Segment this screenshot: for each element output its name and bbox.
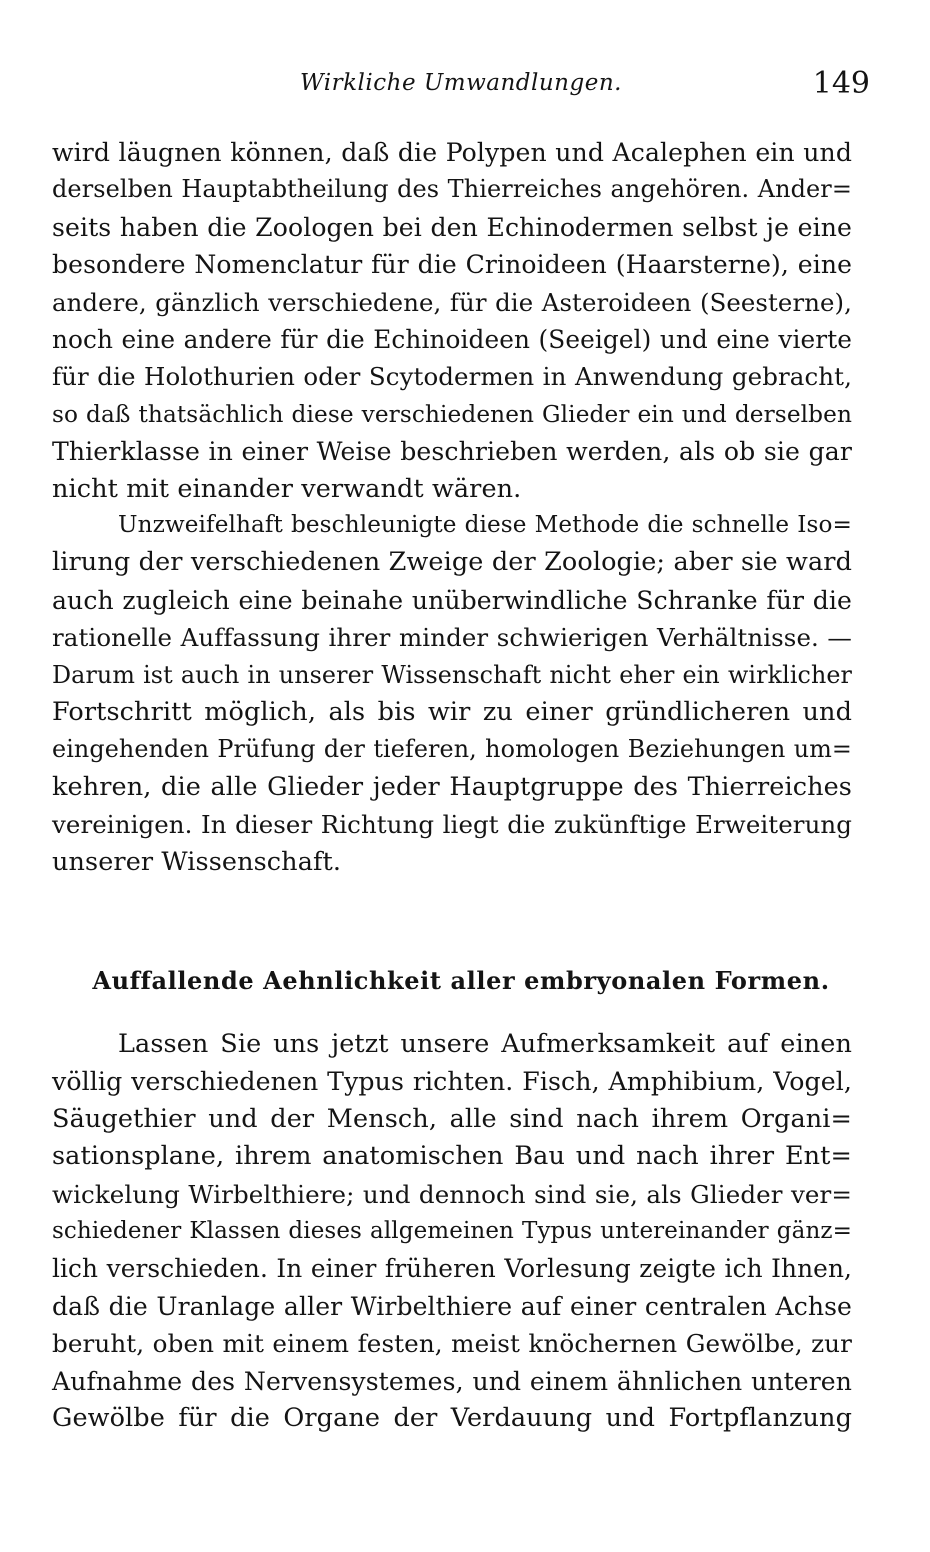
paragraph-continuation: [52, 134, 852, 508]
text-line: nicht mit einander verwandt wären.: [52, 473, 522, 504]
text-line: sationsplane, ihrem anatomischen Bau und nach ihrer Ent=: [52, 1141, 852, 1172]
page-header: [52, 66, 870, 114]
text-line: Fortschritt möglich, als bis wir zu einer gründlicheren und: [52, 697, 852, 728]
text-line: Gewölbe für die Organe der Verdauung und Fortpflanzung: [52, 1403, 852, 1434]
text-line: andere, gänzlich verschiedene, für die Asteroideen (Seesterne),: [52, 287, 852, 317]
page-number: 149: [812, 66, 870, 101]
text-line: unserer Wissenschaft.: [52, 846, 342, 877]
text-line: auch zugleich eine beinahe unüberwindliche Schranke für die: [52, 585, 852, 615]
text-line: seits haben die Zoologen bei den Echinodermen selbst je eine: [52, 212, 852, 242]
text-line: Darum ist auch in unserer Wissenschaft nicht eher ein wirklicher: [52, 660, 852, 689]
text-line: völlig verschiedenen Typus richten. Fisch, Amphibium, Vogel,: [52, 1067, 852, 1097]
text-line: Unzweifelhaft beschleunigte diese Methode die schnelle Iso=: [118, 512, 852, 538]
paragraph-isolation: [52, 507, 852, 881]
running-title: Wirkliche Umwandlungen.: [300, 70, 622, 96]
section-heading: Auffallende Aehnlichkeit aller embryonalen Formen.: [92, 966, 830, 995]
text-line: vereinigen. In dieser Richtung liegt die zukünftige Erweiterung: [52, 810, 852, 840]
text-line: Aufnahme des Nervensystemes, und einem ähnlichen unteren: [52, 1366, 852, 1396]
text-line: so daß thatsächlich diese verschiedenen Glieder ein und derselben: [52, 400, 852, 428]
text-line: wird läugnen können, daß die Polypen und Acalephen ein und: [52, 138, 852, 167]
text-line: Thierklasse in einer Weise beschrieben werden, als ob sie gar: [52, 437, 852, 467]
text-line: beruht, oben mit einem festen, meist knöchernen Gewölbe, zur: [52, 1329, 852, 1359]
text-line: lirung der verschiedenen Zweige der Zoologie; aber sie ward: [52, 547, 852, 578]
text-line: schiedener Klassen dieses allgemeinen Typus untereinander gänz=: [52, 1218, 852, 1245]
text-line: kehren, die alle Glieder jeder Hauptgruppe des Thierreiches: [52, 771, 852, 802]
text-line: derselben Hauptabtheilung des Thierreiches angehören. Ander=: [52, 175, 852, 204]
text-line: wickelung Wirbelthiere; und dennoch sind sie, als Glieder ver=: [52, 1179, 852, 1209]
text-line: Säugethier und der Mensch, alle sind nach ihrem Organi=: [52, 1103, 852, 1134]
text-line: besondere Nomenclatur für die Crinoideen (Haarsterne), eine: [52, 250, 852, 280]
text-line: lich verschieden. In einer früheren Vorlesung zeigte ich Ihnen,: [52, 1254, 852, 1284]
text-line: Lassen Sie uns jetzt unsere Aufmerksamkeit auf einen: [118, 1029, 852, 1059]
text-line: eingehenden Prüfung der tieferen, homologen Beziehungen um=: [52, 735, 852, 764]
paragraph-vertebrates: [52, 1026, 852, 1437]
text-line: daß die Uranlage aller Wirbelthiere auf einer centralen Achse: [52, 1291, 852, 1321]
text-line: für die Holothurien oder Scytodermen in Anwendung gebracht,: [52, 362, 852, 392]
text-line: rationelle Auffassung ihrer minder schwierigen Verhältnisse. —: [52, 623, 852, 653]
text-line: noch eine andere für die Echinoideen (Seeigel) und eine vierte: [52, 325, 852, 355]
